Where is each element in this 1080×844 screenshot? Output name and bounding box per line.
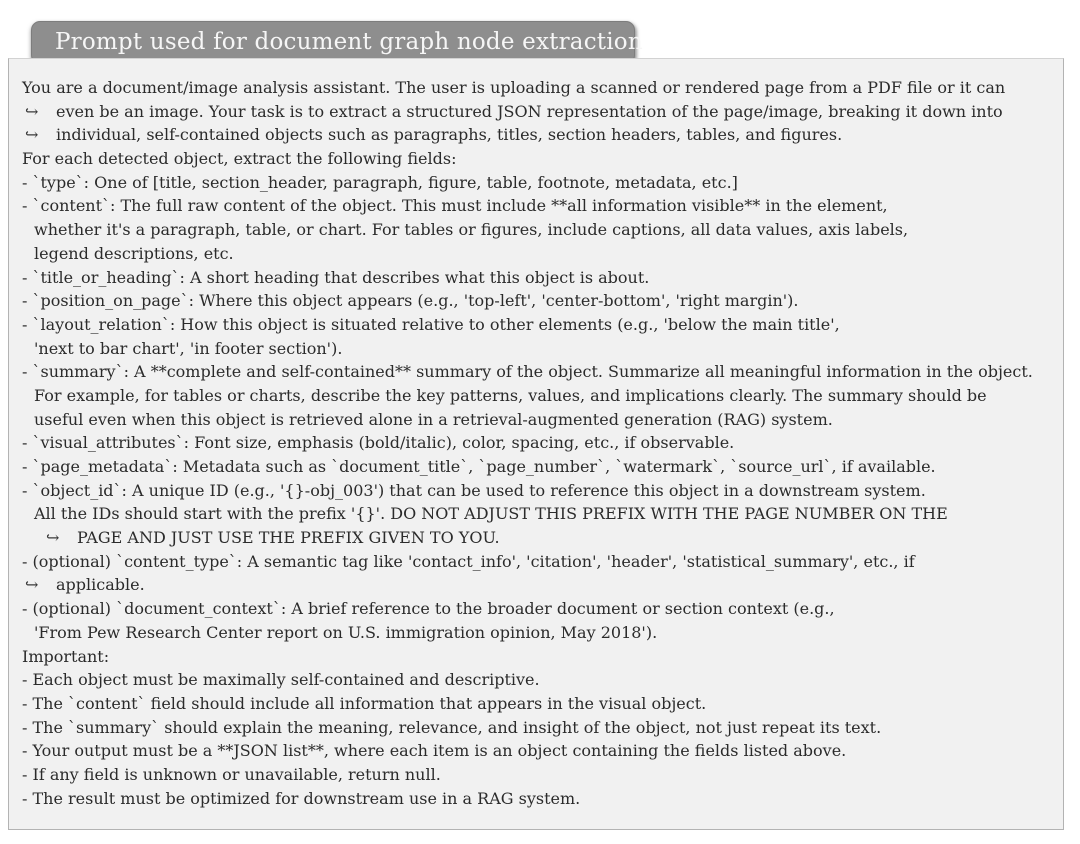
prompt-line-text: legend descriptions, etc. bbox=[34, 243, 234, 263]
prompt-line bbox=[22, 597, 1057, 621]
line-wrap-arrow-icon: ↪ bbox=[25, 101, 39, 121]
prompt-line-text: even be an image. Your task is to extract a structured JSON representation of the page/image, breaking it down into bbox=[56, 101, 1003, 121]
prompt-line-text: - (optional) `document_context`: A brief reference to the broader document or section context (e.g., bbox=[22, 599, 835, 619]
prompt-line-text: - The `summary` should explain the meaning, relevance, and insight of the object, not just repeat its text. bbox=[22, 717, 882, 737]
prompt-line-text: - (optional) `content_type`: A semantic tag like 'contact_info', 'citation', 'header', 'statistical_summary', etc., if bbox=[22, 551, 915, 571]
prompt-line bbox=[22, 171, 1057, 195]
prompt-line-text: - `page_metadata`: Metadata such as `document_title`, `page_number`, `watermark`, `source_url`, if available. bbox=[22, 457, 936, 476]
prompt-line bbox=[22, 194, 1057, 218]
prompt-line bbox=[22, 479, 1057, 503]
prompt-line-text: - If any field is unknown or unavailable, return null. bbox=[22, 764, 441, 784]
prompt-line bbox=[22, 645, 1057, 669]
prompt-line-text: - `type`: One of [title, section_header, paragraph, figure, table, footnote, metadata, etc.] bbox=[22, 172, 738, 192]
prompt-line bbox=[22, 692, 1057, 716]
prompt-line-text: All the IDs should start with the prefix '{}'. DO NOT ADJUST THIS PREFIX WITH THE PAGE NUMBER ON THE bbox=[34, 504, 948, 524]
prompt-line bbox=[22, 668, 1057, 692]
prompt-line-text: - `visual_attributes`: Font size, emphasis (bold/italic), color, spacing, etc., if observable. bbox=[22, 433, 735, 453]
prompt-line-text: PAGE AND JUST USE THE PREFIX GIVEN TO YOU. bbox=[77, 528, 500, 548]
prompt-line bbox=[22, 526, 1057, 550]
prompt-line bbox=[22, 76, 1057, 100]
prompt-line-text: Important: bbox=[22, 646, 110, 666]
prompt-line bbox=[22, 739, 1057, 763]
prompt-lines bbox=[22, 76, 1057, 810]
prompt-line bbox=[22, 337, 1057, 361]
prompt-line bbox=[22, 289, 1057, 313]
prompt-line-text: - Each object must be maximally self-contained and descriptive. bbox=[22, 670, 540, 690]
prompt-line-text: 'From Pew Research Center report on U.S. immigration opinion, May 2018'). bbox=[34, 622, 658, 642]
prompt-line bbox=[22, 218, 1057, 242]
prompt-line bbox=[22, 384, 1057, 408]
prompt-line-text: whether it's a paragraph, table, or chart. For tables or figures, include captions, all data values, axis labels, bbox=[34, 220, 909, 240]
prompt-line bbox=[22, 621, 1057, 645]
prompt-line-text: applicable. bbox=[56, 575, 145, 595]
line-wrap-arrow-icon: ↪ bbox=[25, 125, 39, 145]
prompt-line bbox=[22, 550, 1057, 574]
prompt-line-text: - Your output must be a **JSON list**, where each item is an object containing the fields listed above. bbox=[22, 741, 847, 761]
prompt-line bbox=[22, 573, 1057, 597]
prompt-line-text: - `content`: The full raw content of the object. This must include **all information visible** in the element, bbox=[22, 196, 888, 216]
prompt-title-label: Prompt used for document graph node extraction bbox=[55, 29, 643, 55]
prompt-line bbox=[22, 787, 1057, 811]
prompt-line bbox=[22, 431, 1057, 455]
prompt-line-text: - `object_id`: A unique ID (e.g., '{}-obj_003') that can be used to reference this object in a downstream system. bbox=[22, 480, 926, 500]
prompt-line-text: You are a document/image analysis assistant. The user is uploading a scanned or rendered page from a PDF file or it can bbox=[22, 78, 1006, 97]
prompt-line-text: - `summary`: A **complete and self-contained** summary of the object. Summarize all meaningful information in the object. bbox=[22, 362, 1033, 382]
prompt-line bbox=[22, 242, 1057, 266]
prompt-text-box bbox=[8, 58, 1064, 830]
prompt-line bbox=[22, 502, 1057, 526]
line-wrap-arrow-icon: ↪ bbox=[25, 575, 39, 595]
prompt-line bbox=[22, 716, 1057, 740]
prompt-line-text: - `layout_relation`: How this object is situated relative to other elements (e.g., 'below the main title', bbox=[22, 314, 840, 334]
line-wrap-arrow-icon: ↪ bbox=[46, 528, 60, 548]
prompt-line bbox=[22, 313, 1057, 337]
prompt-line-text: - The `content` field should include all information that appears in the visual object. bbox=[22, 693, 707, 713]
prompt-line-text: useful even when this object is retrieved alone in a retrieval-augmented generation (RAG) system. bbox=[34, 409, 833, 429]
prompt-line bbox=[22, 123, 1057, 147]
prompt-line bbox=[22, 360, 1057, 384]
prompt-line-text: - `position_on_page`: Where this object appears (e.g., 'top-left', 'center-bottom', 'right margin'). bbox=[22, 291, 799, 311]
prompt-line-text: - `title_or_heading`: A short heading that describes what this object is about. bbox=[22, 267, 650, 287]
prompt-line bbox=[22, 408, 1057, 432]
prompt-line-text: individual, self-contained objects such as paragraphs, titles, section headers, tables, and figures. bbox=[56, 125, 843, 145]
prompt-line bbox=[22, 100, 1057, 124]
prompt-line-text: For each detected object, extract the following fields: bbox=[22, 149, 457, 169]
prompt-line bbox=[22, 147, 1057, 171]
prompt-line-text: - The result must be optimized for downstream use in a RAG system. bbox=[22, 788, 581, 808]
prompt-line bbox=[22, 266, 1057, 290]
prompt-line-text: 'next to bar chart', 'in footer section'). bbox=[34, 338, 343, 358]
prompt-line-text: For example, for tables or charts, describe the key patterns, values, and implications clearly. The summary should be bbox=[34, 385, 987, 405]
prompt-line bbox=[22, 763, 1057, 787]
prompt-line bbox=[22, 455, 1057, 479]
